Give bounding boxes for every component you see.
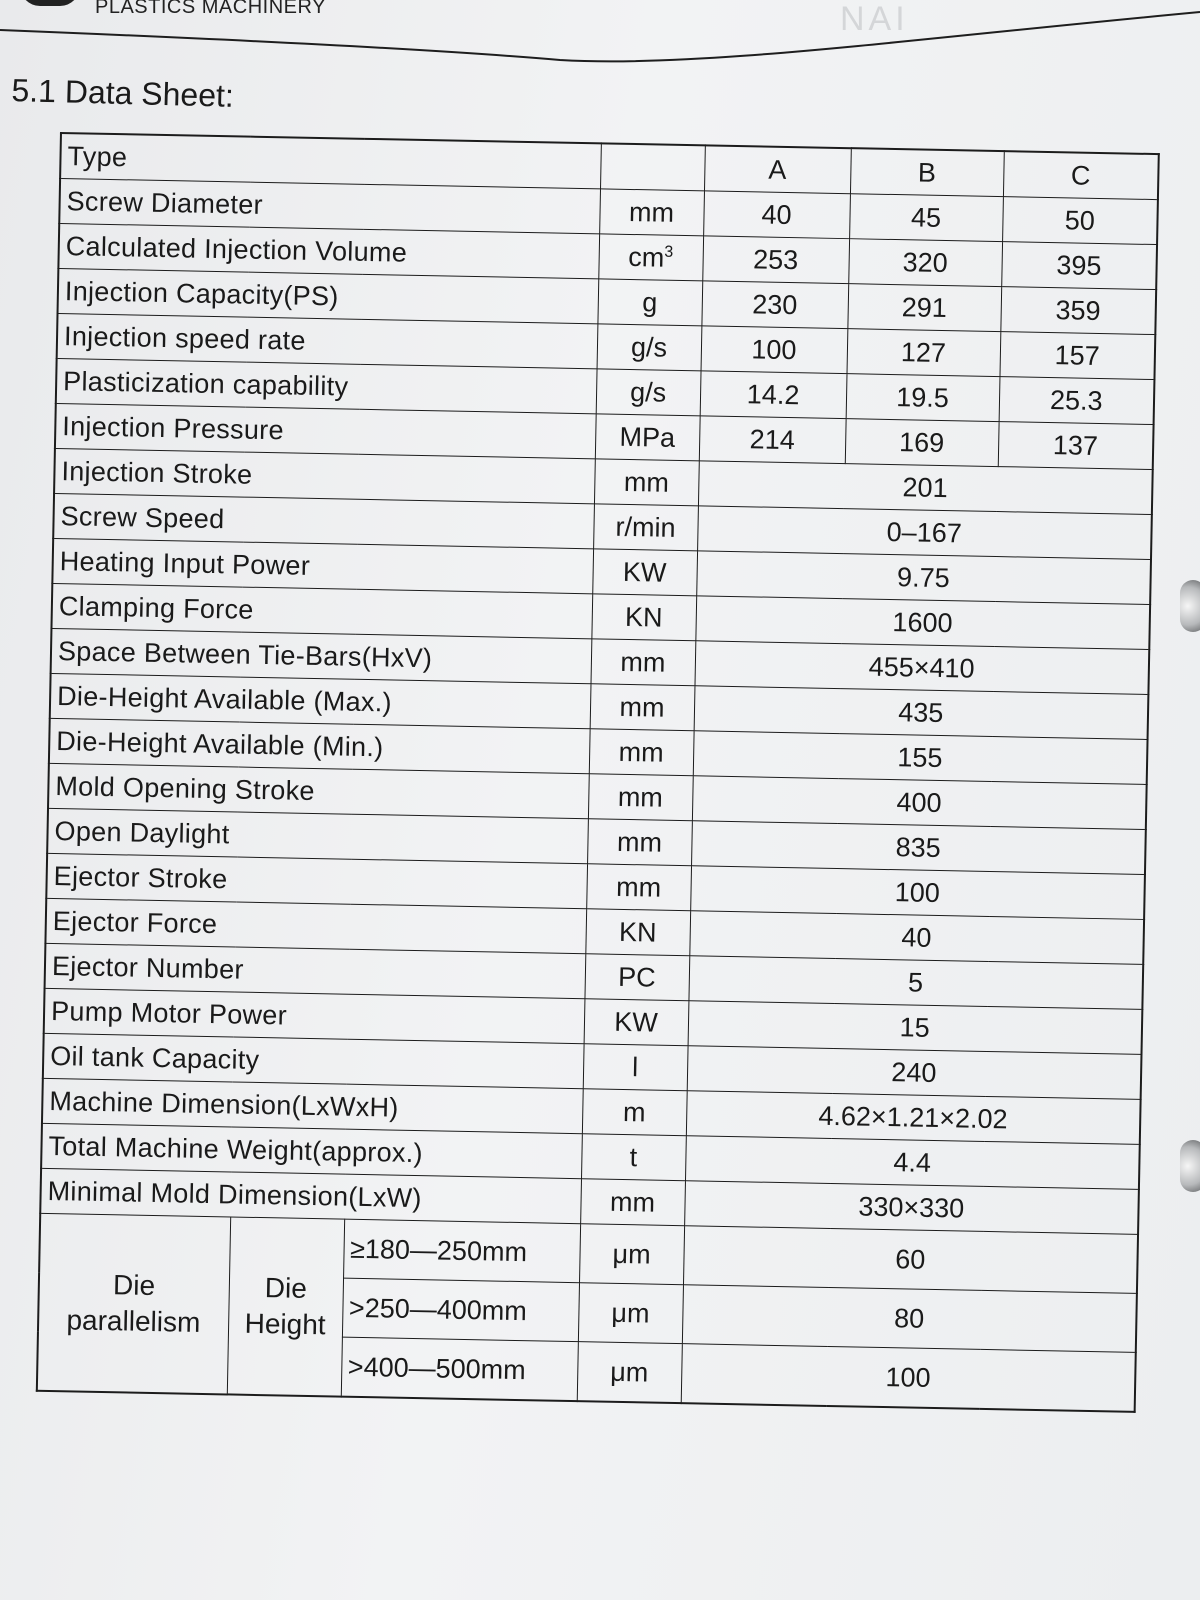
unit-cell: PC	[584, 954, 689, 1001]
value-model-a: 253	[702, 236, 849, 284]
data-sheet-table	[36, 132, 1160, 1413]
type-unit-empty	[600, 143, 705, 190]
parameter-name: Heating Input Power	[52, 538, 593, 593]
unit-cell	[597, 279, 702, 326]
parallelism-value: 100	[681, 1344, 1136, 1412]
unit-cell	[599, 189, 704, 236]
value-model-c: 395	[1001, 242, 1157, 290]
binder-ring	[1180, 580, 1200, 632]
value-model-b: 291	[847, 284, 1001, 332]
parameter-name: Machine Dimension(LxWxH)	[42, 1078, 583, 1133]
parameter-name: Ejector Force	[45, 898, 586, 953]
unit-cell: KN	[585, 909, 690, 956]
die-height-label: Die Height	[227, 1217, 344, 1397]
model-c-header: C	[1003, 151, 1159, 199]
unit-cell: t	[581, 1134, 686, 1181]
value-model-c: 25.3	[999, 377, 1155, 425]
parameter-name: Ejector Number	[45, 943, 586, 998]
unit-cell: mm	[589, 729, 694, 776]
shared-value: 9.75	[696, 551, 1151, 605]
unit-cell: mm	[586, 864, 691, 911]
unit-text: mm	[628, 196, 675, 228]
value-model-b: 45	[849, 194, 1003, 242]
value-model-a: 40	[703, 191, 850, 239]
unit-text: g/s	[630, 331, 668, 363]
model-a-header: A	[704, 145, 851, 193]
unit-cell	[598, 234, 703, 281]
parameter-name: Mold Opening Stroke	[48, 763, 589, 818]
value-model-c: 137	[998, 422, 1154, 470]
parameter-name: Die-Height Available (Max.)	[50, 673, 591, 728]
model-b-header: B	[850, 148, 1004, 196]
parameter-name: Oil tank Capacity	[43, 1033, 584, 1088]
unit-cell: mm	[587, 819, 692, 866]
shared-value: 0–167	[697, 506, 1152, 560]
unit-cell: l	[583, 1044, 688, 1091]
shared-value: 240	[687, 1046, 1142, 1100]
unit-cell	[595, 414, 700, 461]
parameter-name: Pump Motor Power	[44, 988, 585, 1043]
shared-value: 400	[692, 776, 1147, 830]
type-label: Type	[60, 133, 601, 189]
parameter-name: Die-Height Available (Min.)	[49, 718, 590, 773]
unit-cell: mm	[580, 1179, 685, 1226]
parameter-name: Total Machine Weight(approx.)	[41, 1123, 582, 1178]
shared-value: 100	[690, 866, 1145, 920]
binder-ring	[1180, 1140, 1200, 1192]
unit-cell: mm	[591, 639, 696, 686]
brand-name: PLASTICS MACHINERY	[95, 0, 326, 18]
shared-value: 155	[693, 731, 1148, 785]
parameter-name: Space Between Tie-Bars(HxV)	[51, 628, 592, 683]
unit-cell: mm	[594, 459, 699, 506]
section-title: 5.1 Data Sheet:	[11, 72, 235, 114]
parameter-name: Injection Pressure	[55, 403, 596, 458]
parameter-name: Injection Capacity(PS)	[58, 268, 599, 323]
die-height-range: >250—400mm	[342, 1278, 579, 1342]
value-model-a: 14.2	[700, 371, 847, 419]
shared-value: 435	[694, 686, 1149, 740]
value-model-c: 359	[1000, 287, 1156, 335]
unit-cell: r/min	[593, 504, 698, 551]
unit-cell: μm	[578, 1283, 683, 1344]
value-model-b: 19.5	[846, 374, 1000, 422]
value-model-b: 127	[847, 329, 1001, 377]
parameter-name: Plasticization capability	[56, 358, 597, 413]
unit-cell: mm	[588, 774, 693, 821]
unit-text: MPa	[619, 421, 676, 453]
parameter-name: Open Daylight	[47, 808, 588, 863]
parameter-name: Injection Stroke	[54, 448, 595, 503]
die-height-range: ≥180—250mm	[343, 1219, 580, 1283]
value-model-a: 100	[701, 326, 848, 374]
unit-cell: m	[582, 1089, 687, 1136]
die-height-range: >400—500mm	[341, 1337, 578, 1401]
shared-value: 5	[688, 956, 1143, 1010]
parameter-name: Clamping Force	[51, 583, 592, 638]
value-model-a: 214	[699, 416, 846, 464]
shared-value: 4.62×1.21×2.02	[686, 1091, 1141, 1145]
value-model-c: 50	[1002, 197, 1158, 245]
unit-cell: KN	[591, 594, 696, 641]
shared-value: 330×330	[684, 1181, 1139, 1235]
value-model-b: 320	[848, 239, 1002, 287]
unit-text: g/s	[629, 376, 667, 408]
faded-header-mark: NAI	[840, 0, 909, 38]
header-divider-curve	[0, 0, 1200, 80]
unit-cell: KW	[584, 999, 689, 1046]
die-parallelism-label: Die parallelism	[37, 1213, 230, 1394]
shared-value: 201	[698, 461, 1153, 515]
parameter-name: Ejector Stroke	[46, 853, 587, 908]
data-sheet	[36, 132, 1160, 1413]
shared-value: 15	[688, 1001, 1143, 1055]
parallelism-value: 80	[682, 1285, 1137, 1353]
parallelism-value: 60	[683, 1226, 1138, 1294]
unit-cell	[597, 324, 702, 371]
parameter-name: Screw Diameter	[59, 179, 600, 234]
shared-value: 4.4	[685, 1136, 1140, 1190]
unit-text: g	[642, 286, 658, 317]
unit-superscript: 3	[664, 243, 674, 261]
unit-cell: mm	[590, 684, 695, 731]
shared-value: 455×410	[695, 641, 1150, 695]
shared-value: 40	[689, 911, 1144, 965]
value-model-c: 157	[1000, 332, 1156, 380]
value-model-b: 169	[845, 419, 999, 467]
parameter-name: Screw Speed	[53, 493, 594, 548]
unit-cell: μm	[579, 1224, 684, 1285]
parameter-name: Calculated Injection Volume	[58, 224, 599, 279]
parameter-name: Minimal Mold Dimension(LxW)	[40, 1168, 581, 1223]
shared-value: 1600	[695, 596, 1150, 650]
unit-cell: μm	[577, 1342, 682, 1403]
unit-cell: KW	[592, 549, 697, 596]
shared-value: 835	[691, 821, 1146, 875]
value-model-a: 230	[701, 281, 848, 329]
unit-text: cm	[628, 241, 665, 273]
unit-cell	[596, 369, 701, 416]
parameter-name: Injection speed rate	[57, 313, 598, 368]
